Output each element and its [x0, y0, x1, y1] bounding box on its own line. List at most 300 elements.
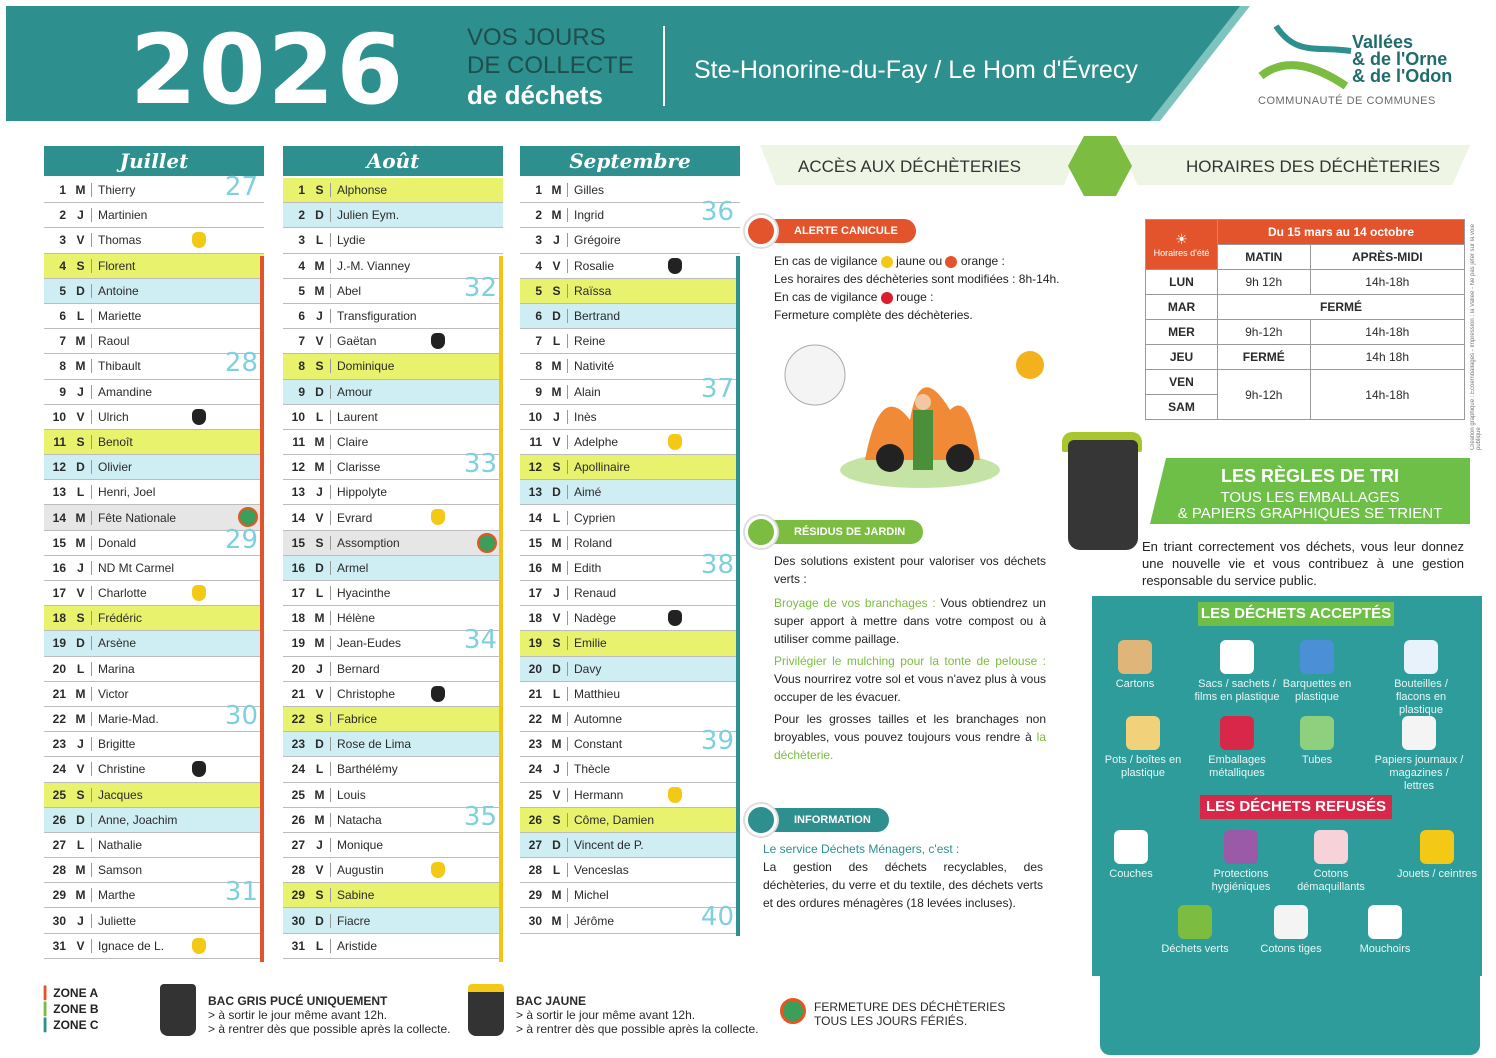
day-row: [283, 272, 503, 304]
grey-bin-line2: > à rentrer dès que possible après la collecte.: [208, 1022, 451, 1036]
saint-name: Transfiguration: [337, 309, 417, 324]
refused-item: [1286, 830, 1376, 894]
waste-icon: [1314, 830, 1348, 864]
month-title: Juillet: [44, 146, 264, 176]
day-row: [44, 808, 264, 833]
day-row: [283, 380, 503, 405]
day-row: [44, 700, 264, 732]
week-number: 30: [224, 700, 258, 731]
saint-name: Martinien: [98, 208, 148, 223]
alerte-l1c: orange :: [960, 254, 1005, 268]
yellow-bag-icon: [431, 862, 445, 878]
day-number: 28: [291, 863, 305, 878]
year-title: 2026: [130, 14, 406, 126]
day-row: [283, 682, 503, 707]
day-row: [283, 203, 503, 228]
waste-icon: [1224, 830, 1258, 864]
refused-label: Protections hygiéniques: [1211, 868, 1271, 893]
day-letter: S: [309, 712, 331, 726]
grey-bag-icon: [192, 761, 206, 777]
day-row: [44, 380, 264, 405]
tri-title: LES RÈGLES DE TRI: [1220, 466, 1400, 486]
accepted-label: Cartons: [1115, 678, 1155, 690]
day-letter: M: [546, 914, 568, 928]
day-row: [283, 581, 503, 606]
info-icon: [745, 804, 777, 836]
saint-name: Amour: [337, 384, 373, 399]
saint-name: Christine: [98, 762, 146, 777]
day-row: [44, 657, 264, 682]
day-letter: J: [70, 737, 92, 751]
grey-bin-title: BAC GRIS PUCÉ UNIQUEMENT: [208, 994, 388, 1008]
day-letter: M: [309, 259, 331, 273]
day-row: [520, 858, 740, 883]
day-number: 20: [528, 661, 542, 676]
saint-name: Thibault: [98, 359, 141, 374]
day-row: [283, 556, 503, 581]
day-letter: S: [70, 259, 92, 273]
heatwave-illustration-icon: [770, 340, 1070, 500]
saint-name: Fiacre: [337, 913, 371, 928]
day-row: [520, 581, 740, 606]
day-row: [283, 732, 503, 757]
saint-name: Nadège: [574, 611, 617, 626]
day-number: 20: [52, 661, 66, 676]
mer-apres: 14h-18h: [1310, 320, 1464, 345]
day-row: [44, 430, 264, 455]
week-number: 35: [463, 801, 497, 832]
day-letter: V: [546, 788, 568, 802]
waste-icon: [1404, 640, 1438, 674]
day-letter: S: [70, 435, 92, 449]
day-letter: S: [309, 183, 331, 197]
day-row: [44, 254, 264, 279]
accepted-label: Pots / boîtes en plastique: [1104, 754, 1182, 779]
day-number: 31: [291, 938, 305, 953]
side-credit: Création graphique : Ecoemballages - Impression : la Vallée - Ne pas jeter sur la voie publique: [1470, 223, 1482, 450]
saint-name: Alphonse: [337, 183, 388, 198]
saint-name: Clarisse: [337, 460, 381, 475]
day-row: [44, 172, 264, 203]
day-number: 8: [59, 359, 66, 374]
saint-name: Marina: [98, 661, 135, 676]
day-number: 12: [52, 460, 66, 475]
day-letter: D: [70, 813, 92, 827]
week-number: 34: [463, 625, 497, 656]
saint-name: J.-M. Vianney: [337, 258, 411, 273]
day-row: [520, 228, 740, 253]
saint-name: Hélène: [337, 611, 376, 626]
day-row: [283, 908, 503, 933]
saint-name: Raïssa: [574, 283, 612, 298]
saint-name: Aimé: [574, 485, 602, 500]
season-label: Horaires d'été: [1153, 248, 1210, 258]
day-number: 1: [298, 183, 305, 198]
day-row: [44, 877, 264, 908]
day-number: 27: [291, 837, 305, 852]
grey-bin-legend: [208, 994, 450, 1036]
day-number: 27: [52, 837, 66, 852]
day-letter: M: [70, 536, 92, 550]
holiday-line1: FERMETURE DES DÉCHÈTERIES: [814, 1000, 1006, 1014]
day-row: [283, 505, 503, 530]
day-letter: J: [546, 586, 568, 600]
day-letter: M: [309, 284, 331, 298]
yellow-bin-line1: > à sortir le jour même avant 12h.: [516, 1008, 696, 1022]
day-letter: L: [70, 485, 92, 499]
day-row: [283, 801, 503, 833]
saint-name: Ulrich: [98, 409, 129, 424]
day-number: 23: [52, 737, 66, 752]
day-number: 7: [59, 334, 66, 349]
day-number: 26: [52, 812, 66, 827]
jeu-matin: FERMÉ: [1218, 345, 1311, 370]
day-letter: V: [309, 334, 331, 348]
saint-name: Laurent: [337, 409, 378, 424]
day-letter: M: [546, 208, 568, 222]
info-l2: La gestion des déchets recyclables, des déchèteries, du verre et du textile, des déchets verts et des ordures ménagères (18 levées incluses).: [763, 860, 1043, 910]
month-title: Août: [283, 146, 503, 176]
day-letter: V: [309, 687, 331, 701]
saint-name: Emilie: [574, 636, 607, 651]
alerte-l1a: En cas de vigilance: [774, 254, 878, 268]
season-cell: [1146, 220, 1218, 270]
day-number: 26: [528, 812, 542, 827]
day-number: 9: [298, 384, 305, 399]
saint-name: Arsène: [98, 636, 137, 651]
lun-apres: 14h-18h: [1310, 270, 1464, 295]
day-letter: S: [546, 813, 568, 827]
day-letter: S: [546, 460, 568, 474]
zone-b-text: ZONE B: [53, 1002, 99, 1016]
accepted-label: Emballages métalliques: [1208, 754, 1266, 779]
day-number: 19: [291, 636, 305, 651]
zone-c-text: ZONE C: [53, 1018, 99, 1032]
accepted-item: [1376, 640, 1466, 717]
accepted-item: [1192, 716, 1282, 780]
day-letter: J: [309, 662, 331, 676]
refused-item: [1196, 830, 1286, 894]
accepted-label: Sacs / sachets / films en plastique: [1194, 678, 1280, 703]
saint-name: Assomption: [337, 535, 400, 550]
yellow-dot-icon: [881, 256, 893, 268]
refused-label: Cotons démaquillants: [1297, 868, 1365, 893]
closed-holiday-icon: [780, 998, 806, 1024]
logo-line-1: Vallées: [1352, 32, 1414, 52]
day-letter: M: [70, 359, 92, 373]
day-number: 11: [53, 434, 66, 449]
day-letter: S: [546, 284, 568, 298]
jeu-apres: 14h 18h: [1310, 345, 1464, 370]
horaires-title: HORAIRES DES DÉCHÈTERIES: [1186, 157, 1441, 176]
day-row: [520, 197, 740, 228]
yellow-bin-line2: > à rentrer dès que possible après la collecte.: [516, 1022, 759, 1036]
day-letter: M: [546, 536, 568, 550]
saint-name: Gaëtan: [337, 334, 377, 349]
day-number: 13: [528, 485, 542, 500]
day-lun: LUN: [1146, 270, 1218, 295]
day-row: [44, 581, 264, 606]
day-letter: D: [309, 385, 331, 399]
vs-matin: 9h-12h: [1218, 370, 1311, 420]
day-number: 12: [528, 460, 542, 475]
accepted-item: [1090, 640, 1180, 691]
refused-item: [1086, 830, 1176, 881]
holiday-legend: [814, 1000, 1005, 1028]
day-number: 24: [291, 762, 305, 777]
day-number: 4: [535, 258, 542, 273]
saint-name: Dominique: [337, 359, 395, 374]
day-number: 23: [528, 737, 542, 752]
day-row: [520, 783, 740, 808]
day-letter: L: [70, 662, 92, 676]
day-number: 30: [52, 913, 66, 928]
day-row: [44, 480, 264, 505]
day-number: 21: [291, 686, 305, 701]
day-number: 19: [52, 636, 66, 651]
week-number: 32: [463, 272, 497, 303]
week-number: 38: [700, 549, 734, 580]
logo-line-3: & de l'Odon: [1352, 66, 1453, 86]
saint-name: Rose de Lima: [337, 737, 412, 752]
zone-b-label: ▎ZONE B: [44, 1002, 99, 1016]
alerte-l2: Les horaires des déchèteries sont modifiées : 8h-14h.: [774, 272, 1060, 286]
day-row: [44, 732, 264, 757]
saint-name: Benoît: [98, 434, 133, 449]
day-letter: D: [546, 309, 568, 323]
week-number: 27: [224, 172, 258, 202]
waste-icon: [1220, 640, 1254, 674]
day-number: 10: [528, 409, 542, 424]
day-number: 24: [52, 762, 66, 777]
refused-label: Mouchoirs: [1359, 943, 1411, 955]
day-letter: V: [309, 511, 331, 525]
refused-item: [1150, 905, 1240, 956]
day-letter: J: [309, 309, 331, 323]
jardin-text: [774, 552, 1046, 764]
saint-name: Reine: [574, 334, 606, 349]
day-number: 1: [535, 183, 542, 198]
day-row: [283, 625, 503, 656]
day-number: 6: [59, 309, 66, 324]
day-number: 25: [528, 787, 542, 802]
day-letter: M: [70, 334, 92, 348]
saint-name: ND Mt Carmel: [98, 560, 175, 575]
day-row: [520, 549, 740, 581]
alerte-l3a: En cas de vigilance: [774, 290, 878, 304]
mer-matin: 9h-12h: [1218, 320, 1311, 345]
day-number: 17: [291, 586, 305, 601]
saint-name: Jérôme: [574, 913, 615, 928]
logo-text: [1352, 34, 1452, 85]
saint-name: Bernard: [337, 661, 380, 676]
day-number: 14: [291, 510, 305, 525]
jardin-tag: RÉSIDUS DE JARDIN: [752, 520, 923, 544]
day-letter: M: [546, 712, 568, 726]
orange-dot-icon: [945, 256, 957, 268]
day-number: 14: [528, 510, 542, 525]
day-letter: L: [546, 334, 568, 348]
day-number: 18: [291, 611, 305, 626]
day-number: 4: [298, 258, 305, 273]
day-letter: V: [309, 863, 331, 877]
day-letter: M: [70, 888, 92, 902]
day-letter: M: [70, 687, 92, 701]
saint-name: Fabrice: [337, 712, 378, 727]
saint-name: Adelphe: [574, 434, 619, 449]
day-row: [520, 657, 740, 682]
day-number: 7: [535, 334, 542, 349]
grey-bag-icon: [668, 610, 682, 626]
day-row: [283, 304, 503, 329]
day-letter: V: [70, 233, 92, 247]
day-row: [520, 480, 740, 505]
day-number: 3: [535, 233, 542, 248]
saint-name: Claire: [337, 434, 369, 449]
waste-icon: [1402, 716, 1436, 750]
saint-name: Côme, Damien: [574, 812, 655, 827]
day-letter: M: [546, 359, 568, 373]
day-number: 13: [52, 485, 66, 500]
day-row: [44, 405, 264, 430]
yellow-bin-icon: [1068, 440, 1138, 550]
month-days: [44, 172, 264, 959]
waste-icon: [1178, 905, 1212, 939]
day-number: 5: [298, 283, 305, 298]
day-number: 16: [52, 560, 66, 575]
yellow-bin-legend: [516, 994, 758, 1036]
day-letter: D: [70, 460, 92, 474]
day-row: [283, 329, 503, 354]
saint-name: Alain: [574, 384, 601, 399]
saint-name: Davy: [574, 661, 602, 676]
refused-item: [1392, 830, 1482, 881]
accepted-item: [1192, 640, 1282, 704]
day-number: 22: [291, 712, 305, 727]
day-number: 2: [59, 208, 66, 223]
day-number: 30: [528, 913, 542, 928]
saint-name: Hippolyte: [337, 485, 388, 500]
day-letter: M: [546, 183, 568, 197]
saint-name: Roland: [574, 535, 613, 550]
day-number: 15: [291, 535, 305, 550]
yellow-bag-icon: [668, 434, 682, 450]
tri-subtitle: [1160, 490, 1460, 522]
saint-name: Ingrid: [574, 208, 605, 223]
day-number: 3: [59, 233, 66, 248]
day-letter: V: [70, 939, 92, 953]
saint-name: Fête Nationale: [98, 510, 177, 525]
header-line-3: de déchets: [467, 80, 603, 110]
refused-label: Déchets verts: [1161, 943, 1229, 955]
yellow-bag-icon: [192, 232, 206, 248]
saint-name: Mariette: [98, 309, 142, 324]
day-sam: SAM: [1146, 395, 1218, 420]
day-row: [520, 254, 740, 279]
saint-name: Henri, Joel: [98, 485, 156, 500]
refused-item: [1340, 905, 1430, 956]
grey-bag-icon: [431, 333, 445, 349]
day-number: 3: [298, 233, 305, 248]
day-letter: M: [70, 183, 92, 197]
saint-name: Amandine: [98, 384, 153, 399]
day-letter: J: [546, 762, 568, 776]
saint-name: Augustin: [337, 863, 384, 878]
day-row: [283, 449, 503, 480]
saint-name: Lydie: [337, 233, 366, 248]
accepted-label: Tubes: [1301, 754, 1333, 766]
day-row: [44, 556, 264, 581]
day-number: 21: [528, 686, 542, 701]
day-letter: D: [309, 561, 331, 575]
day-number: 26: [291, 812, 305, 827]
jardin-b3b: la déchèterie.: [774, 730, 1046, 762]
waste-icon: [1300, 716, 1334, 750]
saint-name: Michel: [574, 888, 609, 903]
day-letter: L: [309, 939, 331, 953]
day-number: 10: [52, 409, 66, 424]
day-row: [520, 455, 740, 480]
day-letter: M: [70, 863, 92, 877]
month-august: [283, 146, 503, 959]
day-row: [520, 405, 740, 430]
saint-name: Vincent de P.: [574, 837, 644, 852]
sun-icon: ☀: [1175, 231, 1188, 247]
day-letter: D: [309, 737, 331, 751]
saint-name: Thomas: [98, 233, 142, 248]
saint-name: Edith: [574, 560, 602, 575]
mar-ferme: FERMÉ: [1218, 295, 1465, 320]
day-number: 13: [291, 485, 305, 500]
yellow-bag-icon: [192, 938, 206, 954]
day-letter: D: [546, 662, 568, 676]
day-row: [520, 757, 740, 782]
day-number: 2: [535, 208, 542, 223]
day-mar: MAR: [1146, 295, 1218, 320]
saint-name: Nativité: [574, 359, 615, 374]
day-letter: S: [309, 359, 331, 373]
saint-name: Thècle: [574, 762, 611, 777]
day-letter: M: [309, 460, 331, 474]
header-line-1: VOS JOURS: [467, 24, 606, 51]
saint-name: Grégoire: [574, 233, 621, 248]
day-number: 4: [59, 258, 66, 273]
tri-subtitle-1: TOUS LES EMBALLAGES: [1220, 489, 1400, 506]
day-number: 10: [291, 409, 305, 424]
accepted-item: [1098, 716, 1188, 780]
waste-icon: [1220, 716, 1254, 750]
day-row: [44, 934, 264, 959]
day-row: [283, 757, 503, 782]
day-ven: VEN: [1146, 370, 1218, 395]
saint-name: Evrard: [337, 510, 373, 525]
day-jeu: JEU: [1146, 345, 1218, 370]
refused-label: Cotons tiges: [1260, 943, 1322, 955]
day-letter: J: [546, 410, 568, 424]
saint-name: Constant: [574, 737, 623, 752]
day-row: [520, 279, 740, 304]
zone-a-label: ▎ZONE A: [44, 986, 99, 1000]
day-letter: S: [70, 611, 92, 625]
day-row: [44, 228, 264, 253]
day-number: 5: [535, 283, 542, 298]
day-number: 11: [292, 434, 305, 449]
day-letter: J: [309, 485, 331, 499]
saint-name: Ignace de L.: [98, 938, 165, 953]
day-row: [44, 348, 264, 379]
saint-name: Olivier: [98, 460, 133, 475]
yellow-lid-bin-icon: [468, 984, 504, 1036]
